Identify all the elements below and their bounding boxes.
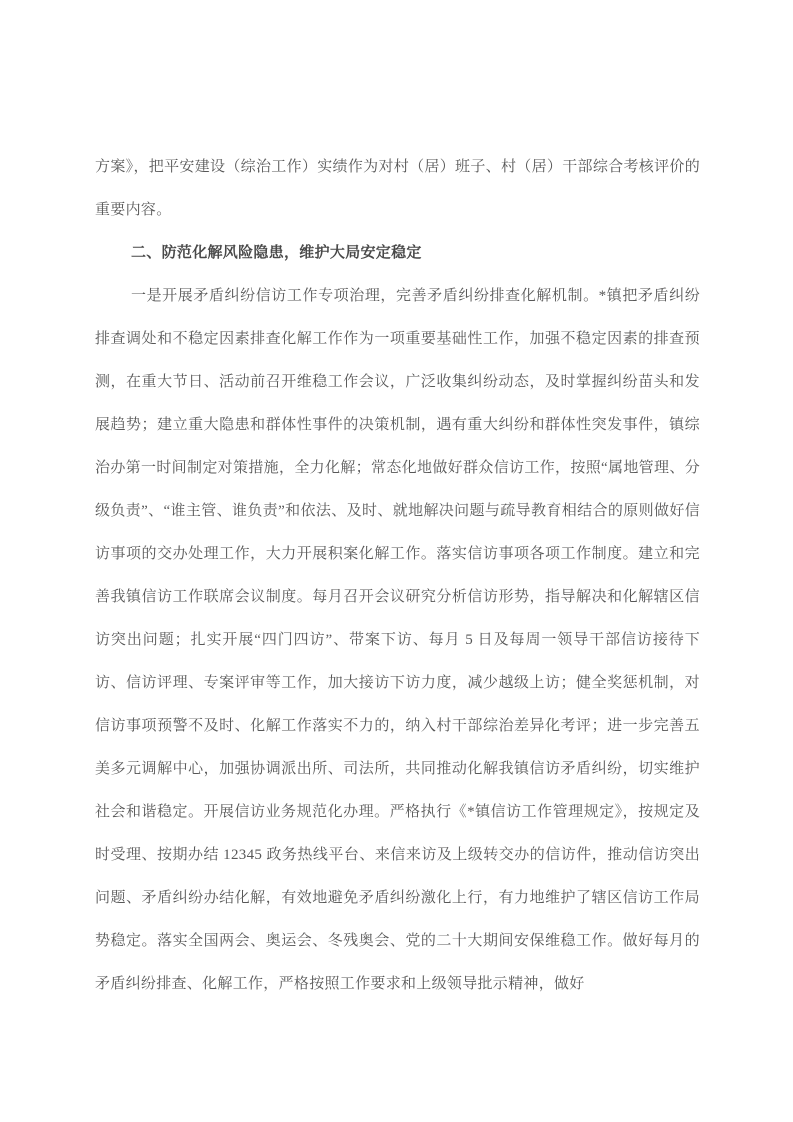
document-text-block (95, 146, 700, 1006)
paragraph-continuation: 方案》，把平安建设（综治工作）实绩作为对村（居）班子、村（居）干部综合考核评价的重要内容。 (95, 159, 700, 218)
section-heading: 二、防范化解风险隐患，维护大局安定稳定 (131, 245, 422, 261)
paragraph-body: 一是开展矛盾纠纷信访工作专项治理，完善矛盾纠纷排查化解机制。*镇把矛盾纠纷排查调处和不稳定因素排查化解工作作为一项重要基础性工作，加强不稳定因素的排查预测，在重大节日、活动前召开维稳工作会议，广泛收集纠纷动态，及时掌握纠纷苗头和发展趋势；建立重大隐患和群体性事件的决策机制，遇有重大纠纷和群体性突发事件，镇综治办第一时间制定对策措施，全力化解；常态化地做好群众信访工作，按照“属地管理、分级负责”、“谁主管、谁负责”和依法、及时、就地解决问题与疏导教育相结合的原则做好信访事项的交办处理工作，大力开展积案化解工作。落实信访事项各项工作制度。建立和完善我镇信访工作联席会议制度。每月召开会议研究分析信访形势，指导解决和化解辖区信访突出问题；扎实开展“四门四访”、带案下访、每月 5 日及每周一领导干部信访接待下访、信访评理、专案评审等工作，加大接访下访力度，减少越级上访；健全奖惩机制，对信访事项预警不及时、化解工作落实不力的，纳入村干部综治差异化考评；进一步完善五美多元调解中心，加强协调派出所、司法所，共同推动化解我镇信访矛盾纠纷，切实维护社会和谐稳定。开展信访业务规范化办理。严格执行《*镇信访工作管理规定》，按规定及时受理、按期办结 12345 政务热线平台、来信来访及上级转交办的信访件，推动信访突出问题、矛盾纠纷办结化解，有效地避免矛盾纠纷激化上行，有力地维护了辖区信访工作局势稳定。落实全国两会、奥运会、冬残奥会、党的二十大期间安保维稳工作。做好每月的矛盾纠纷排查、化解工作，严格按照工作要求和上级领导批示精神，做好 (95, 288, 700, 992)
